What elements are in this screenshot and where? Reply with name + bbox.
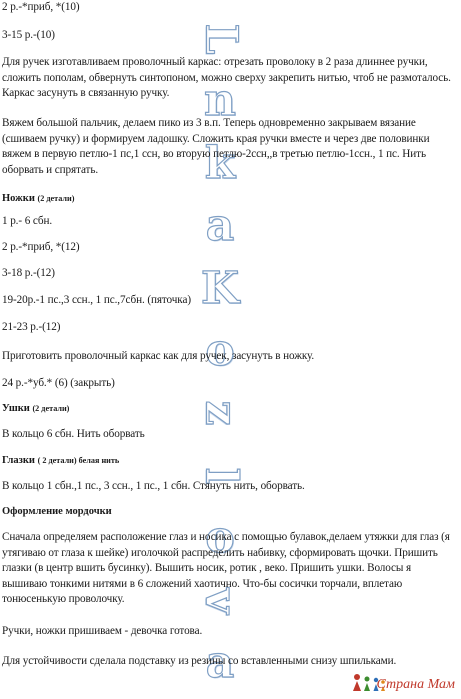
heading-eyes (2, 454, 119, 468)
paragraph-finish: Ручки, ножки пришиваем - девочка готова. (2, 625, 203, 637)
legs-rows-3-18: 3-18 р.-(12) (2, 267, 55, 279)
watermark-letter: k (204, 137, 236, 189)
watermark-letter: a (205, 200, 235, 252)
watermark-letter: n (204, 75, 236, 127)
eyes-instruction: В кольцо 1 сбн.,1 пс., 3 ссн., 1 пс., 1 сбн. Стянуть нить, оборвать. (2, 480, 305, 492)
watermark-letter: L (195, 23, 246, 55)
logo-text: Страна Мам (376, 677, 455, 692)
row-2: 2 р.-*приб, *(10) (2, 1, 80, 13)
watermark-letter: o (205, 512, 235, 564)
legs-row-2: 2 р.-*приб, *(12) (2, 241, 80, 253)
heading-eyes-title: Глазки (2, 455, 35, 466)
watermark-letter: a (205, 636, 235, 688)
watermark-letter: o (205, 324, 235, 376)
watermark-letter: z (195, 400, 246, 426)
watermark-letter: l (195, 467, 246, 485)
paragraph-face: Сначала определяем расположение глаз и носика с помощью булавок,делаем утяжки для глаз (я утягиваю от глаза к шейке) иголочкой раcпределить набивку, сформировать щочки. Пришить глазки (в центр вшить бусинку). Вышить носик, ротик , веко. Пришить ушки. Волосы я вышиваю тонкими нитями в 6 сложений хаотично. Что-бы сосички торчали, вплетаю тонюсенькую проволочку. (2, 531, 450, 605)
legs-row-24: 24 р.-*уб.* (6) (закрыть) (2, 377, 115, 389)
heading-legs (2, 192, 74, 206)
heading-ears (2, 402, 69, 416)
paragraph-arm-frame: Для ручек изготавливаем проволочный каркас: отрезать проволоку в 2 раза длиннее ручки, сложить пополам, обвернуть синтопоном, можно сверху закрепить нитью, чтоб не размоталось. Каркас засунуть в связанную ручку. (2, 56, 451, 99)
ears-instruction: В кольцо 6 сбн. Нить оборвать (2, 428, 145, 440)
heading-eyes-note: ( 2 детали) белая нить (37, 456, 120, 465)
paragraph-stand: Для устойчивости сделала подставку из резины со вставленными снизу шпильками. (2, 655, 397, 667)
site-logo (347, 671, 455, 695)
paragraph-thumb: Вяжем большой пальчик, делаем пико из 3 в.п. Теперь одновременно закрываем вязание (сшиваем ручку) и формируем ладошку. Сложить края ручки вместе и через две половинки вяжем в первую петлю-1 пс,1 ссн, во вторую петлю-2ссн,,в третью петлю-1ссн., 1 пс. Нить оборвать и спрятать. (2, 117, 430, 176)
heading-legs-title: Ножки (2, 193, 35, 204)
watermark-letter: v (194, 587, 246, 614)
paragraph-leg-frame: Приготовить проволочный каркас как для ручек, засунуть в ножку. (2, 350, 315, 362)
legs-row-1: 1 р.- 6 сбн. (2, 215, 53, 227)
rows-3-15: 3-15 р.-(10) (2, 29, 55, 41)
heading-legs-note: (2 детали) (37, 194, 75, 203)
watermark-letter: K (200, 262, 240, 314)
legs-rows-19-20: 19-20р.-1 пс.,3 ссн., 1 пс.,7сбн. (пяточка) (2, 294, 191, 306)
legs-rows-21-23: 21-23 р.-(12) (2, 321, 61, 333)
heading-ears-title: Ушки (2, 403, 30, 414)
heading-face: Оформление мордочки (2, 506, 112, 517)
heading-ears-note: (2 детали) (32, 404, 70, 413)
